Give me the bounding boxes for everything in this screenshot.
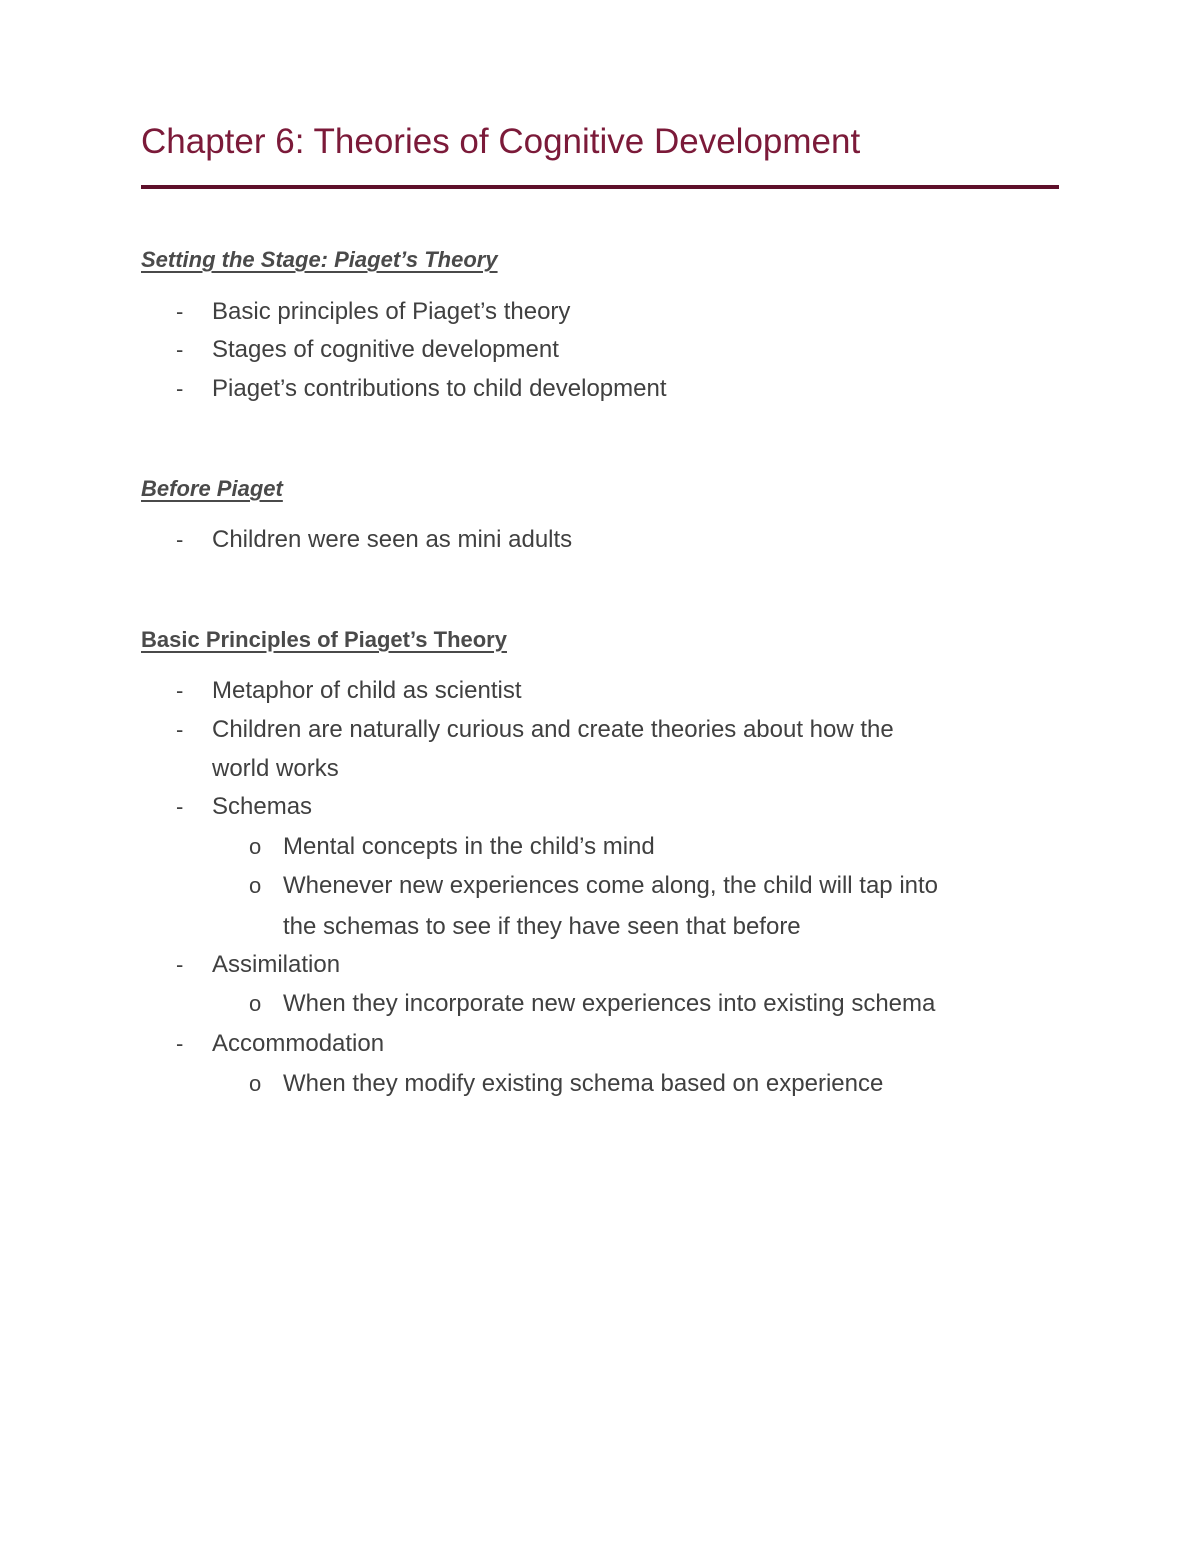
list-item: Metaphor of child as scientist (212, 677, 522, 704)
circle-bullet: o (249, 1071, 262, 1096)
sub-list-item: When they incorporate new experiences into existing schema (283, 990, 936, 1017)
circle-bullet: o (249, 873, 262, 898)
dash-bullet: - (176, 678, 184, 703)
list-item: Basic principles of Piaget’s theory (212, 298, 571, 325)
sub-list-item: When they modify existing schema based on experience (283, 1070, 884, 1097)
list-item: Piaget’s contributions to child development (212, 375, 667, 402)
list-item: Schemas (212, 793, 313, 820)
dash-bullet: - (176, 952, 184, 977)
dash-bullet: - (176, 337, 184, 362)
title-divider (141, 185, 1059, 189)
dash-bullet: - (176, 794, 184, 819)
dash-bullet: - (176, 376, 184, 401)
section-heading-setting-the-stage: Setting the Stage: Piaget’s Theory (141, 247, 498, 272)
dash-bullet: - (176, 527, 184, 552)
section-heading-basic-principles: Basic Principles of Piaget’s Theory (141, 627, 507, 652)
dash-bullet: - (176, 717, 184, 742)
page-title: Chapter 6: Theories of Cognitive Development (141, 122, 861, 161)
dash-bullet: - (176, 299, 184, 324)
list-item: Accommodation (212, 1030, 385, 1057)
list-item: Children were seen as mini adults (212, 526, 573, 553)
list-item: Children are naturally curious and create theories about how the (212, 716, 894, 743)
circle-bullet: o (249, 991, 262, 1016)
list-item: Stages of cognitive development (212, 336, 559, 363)
sub-list-item: Mental concepts in the child’s mind (283, 833, 655, 860)
sub-list-item-continuation: the schemas to see if they have seen that before (283, 913, 801, 940)
section-heading-before-piaget: Before Piaget (141, 476, 283, 501)
list-item-continuation: world works (212, 755, 339, 782)
sub-list-item: Whenever new experiences come along, the child will tap into (283, 872, 939, 899)
list-item: Assimilation (212, 951, 341, 978)
dash-bullet: - (176, 1031, 184, 1056)
circle-bullet: o (249, 834, 262, 859)
